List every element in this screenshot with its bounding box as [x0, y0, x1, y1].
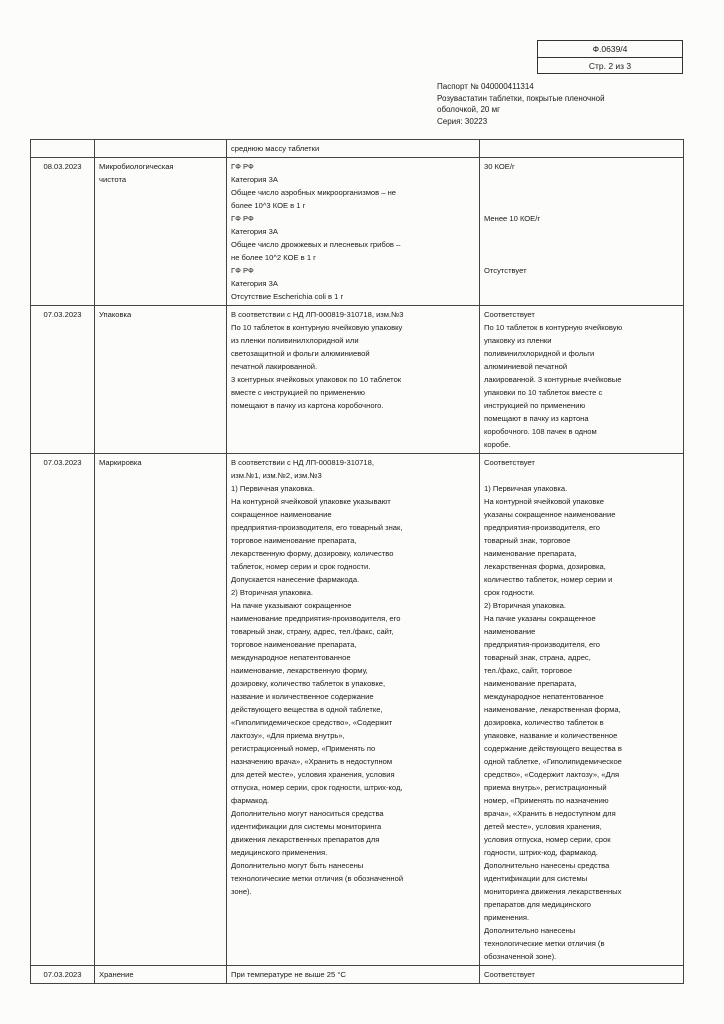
requirement-line: 2) Вторичная упаковка.	[231, 588, 313, 597]
result-line: наименование, лекарственная форма,	[484, 705, 621, 714]
result-line: поливинилхлоридной и фольги	[484, 349, 595, 358]
requirement-cell	[227, 454, 480, 966]
requirement-line: ГФ РФ	[231, 162, 254, 171]
result-line: международное непатентованное	[484, 692, 604, 701]
requirement-line: Допускается нанесение фармакода.	[231, 575, 360, 584]
indicator-line: чистота	[99, 175, 127, 184]
requirement-line: изм.№1, изм.№2, изм.№3	[231, 471, 322, 480]
result-line: годности, штрих-код, фармакод.	[484, 848, 598, 857]
requirement-line: В соответствии с НД ЛП-000819-310718, изм.№3	[231, 310, 404, 319]
requirement-line: Общее число дрожжевых и плесневых грибов –	[231, 240, 401, 249]
indicator-cell	[95, 306, 227, 454]
table-row-packaging	[31, 306, 684, 454]
result-cell	[480, 454, 684, 966]
requirement-line: При температуре не выше 25 °С	[231, 970, 346, 979]
result-line: обозначенной зоне).	[484, 952, 557, 961]
requirement-line: помещают в пачку из картона коробочного.	[231, 401, 384, 410]
requirement-line: международное непатентованное	[231, 653, 351, 662]
result-line: условия отпуска, номер серии, срок	[484, 835, 611, 844]
passport-number: Паспорт № 040000411314	[437, 82, 534, 91]
result-line: детей месте», условия хранения,	[484, 822, 602, 831]
result-line: количество таблеток, номер серии и	[484, 575, 613, 584]
result-line: Соответствует	[484, 970, 535, 979]
result-line: Менее 10 КОЕ/г	[484, 214, 541, 223]
result-line: технологические метки отличия (в	[484, 939, 605, 948]
indicator-cell	[95, 454, 227, 966]
requirement-line: торговое наименование препарата,	[231, 536, 357, 545]
requirement-line: технологические метки отличия (в обозначенной	[231, 874, 404, 883]
requirement-line: не более 10^2 КОЕ в 1 г	[231, 253, 316, 262]
requirement-line: название и количественное содержание	[231, 692, 374, 701]
requirement-line: предприятия-производителя, его товарный знак,	[231, 523, 403, 532]
result-line: одной таблетке, «Гиполипидемическое	[484, 757, 622, 766]
indicator-cell	[95, 966, 227, 984]
result-line: предприятия-производителя, его	[484, 640, 601, 649]
requirement-line: Дополнительно могут наноситься средства	[231, 809, 384, 818]
result-line: тел./факс, сайт, торговое	[484, 666, 573, 675]
result-line: товарный знак, страна, адрес,	[484, 653, 591, 662]
result-line: наименование препарата,	[484, 679, 577, 688]
table-row-microbiological-purity	[31, 158, 684, 306]
requirement-line: товарный знак, страну, адрес, тел./факс, сайт,	[231, 627, 394, 636]
requirement-line: торговое наименование препарата,	[231, 640, 357, 649]
requirement-line: Категория 3А	[231, 175, 278, 184]
requirement-line: назначению врача», «Хранить в недоступном	[231, 757, 393, 766]
requirement-line: лактозу», «Для приема внутрь»,	[231, 731, 345, 740]
requirement-line: 1) Первичная упаковка.	[231, 484, 315, 493]
table-row-labeling	[31, 454, 684, 966]
requirement-line: На пачке указывают сокращенное	[231, 601, 352, 610]
result-cell	[480, 966, 684, 984]
requirement-line: зоне).	[231, 887, 252, 896]
result-line: наименование препарата,	[484, 549, 577, 558]
result-line: Дополнительно нанесены средства	[484, 861, 610, 870]
result-line: лакированной. 3 контурные ячейковые	[484, 375, 622, 384]
test-date: 07.03.2023	[31, 306, 95, 454]
result-line: 30 КОЕ/г	[484, 162, 515, 171]
requirement-line: вместе с инструкцией по применению	[231, 388, 365, 397]
result-line: наименование	[484, 627, 536, 636]
result-line: 2) Вторичная упаковка.	[484, 601, 566, 610]
result-cell	[480, 306, 684, 454]
indicator-line: Маркировка	[99, 458, 142, 467]
blank-line	[484, 469, 679, 482]
requirement-line: Категория 3А	[231, 279, 278, 288]
requirement-line: более 10^3 КОЕ в 1 г	[231, 201, 306, 210]
requirement-line: действующего вещества в одной таблетке,	[231, 705, 383, 714]
requirement-line: Отсутствие Escherichia coli в 1 г	[231, 292, 344, 301]
blank-line	[484, 251, 679, 264]
requirement-line: идентификации для системы мониторинга	[231, 822, 382, 831]
requirement-line: таблеток, номер серии и срок годности.	[231, 562, 371, 571]
result-line: дозировка, количество таблеток в	[484, 718, 604, 727]
requirement-line: ГФ РФ	[231, 266, 254, 275]
result-line: препаратов для медицинского	[484, 900, 592, 909]
test-date: 07.03.2023	[31, 454, 95, 966]
result-line: срок годности.	[484, 588, 535, 597]
result-line: врача», «Хранить в недоступном для	[484, 809, 616, 818]
result-line: Соответствует	[484, 458, 535, 467]
requirement-line: лекарственную форму, дозировку, количество	[231, 549, 394, 558]
blank-line	[484, 238, 679, 251]
requirement-line: медицинского применения.	[231, 848, 328, 857]
result-line: инструкцией по применению	[484, 401, 586, 410]
result-line: средство», «Содержит лактозу», «Для	[484, 770, 620, 779]
blank-line	[484, 173, 679, 186]
requirement-line: печатной лакированной.	[231, 362, 318, 371]
result-cell	[480, 158, 684, 306]
requirement-cell	[227, 158, 480, 306]
requirement-line: регистрационный номер, «Применять по	[231, 744, 376, 753]
result-line: номер, «Применять по назначению	[484, 796, 609, 805]
blank-line	[484, 225, 679, 238]
indicator-line: Микробиологическая	[99, 162, 174, 171]
requirement-line: отпуска, номер серии, срок годности, штрих-код,	[231, 783, 403, 792]
requirement-cell	[227, 306, 480, 454]
series-number: Серия: 30223	[437, 116, 488, 126]
requirement-line: Дополнительно могут быть нанесены	[231, 861, 364, 870]
product-name-line1: Розувастатин таблетки, покрытые пленочной	[437, 93, 605, 103]
result-line: идентификации для системы	[484, 874, 588, 883]
table-row-continuation	[31, 140, 684, 158]
result-line: указаны сокращенное наименование	[484, 510, 616, 519]
requirement-cell	[227, 966, 480, 984]
result-line: алюминиевой печатной	[484, 362, 568, 371]
result-line: Соответствует	[484, 310, 535, 319]
result-line: На пачке указаны сокращенное	[484, 614, 596, 623]
quality-control-table	[30, 139, 684, 984]
requirement-line: На контурной ячейковой упаковке указывают	[231, 497, 391, 506]
result-line: помещают в пачку из картона	[484, 414, 589, 423]
continuation-text: среднюю массу таблетки	[227, 140, 480, 158]
indicator-cell	[95, 158, 227, 306]
requirement-line: наименование, лекарственную форму,	[231, 666, 368, 675]
requirement-line: «Гиполипидемическое средство», «Содержит	[231, 718, 393, 727]
result-line: предприятия-производителя, его	[484, 523, 601, 532]
requirement-line: светозащитной и фольги алюминиевой	[231, 349, 370, 358]
test-date: 07.03.2023	[31, 966, 95, 984]
result-line: Дополнительно нанесены	[484, 926, 576, 935]
result-line: упаковки по 10 таблеток вместе с	[484, 388, 603, 397]
requirement-line: сокращенное наименование	[231, 510, 332, 519]
requirement-line: В соответствии с НД ЛП-000819-310718,	[231, 458, 374, 467]
result-line: На контурной ячейковой упаковке	[484, 497, 605, 506]
result-line: упаковке, название и количественное	[484, 731, 618, 740]
requirement-line: ГФ РФ	[231, 214, 254, 223]
result-line: содержание действующего вещества в	[484, 744, 622, 753]
requirement-line: фармакод.	[231, 796, 270, 805]
result-line: коробе.	[484, 440, 511, 449]
passport-header	[437, 81, 637, 127]
indicator-line: Упаковка	[99, 310, 132, 319]
requirement-line: 3 контурных ячейковых упаковок по 10 таблеток	[231, 375, 402, 384]
indicator-line: Хранение	[99, 970, 134, 979]
requirement-line: дозировку, количество таблеток в упаковке,	[231, 679, 386, 688]
requirement-line: Категория 3А	[231, 227, 278, 236]
result-line: коробочного. 108 пачек в одном	[484, 427, 597, 436]
requirement-line: По 10 таблеток в контурную ячейковую упаковку	[231, 323, 403, 332]
form-code-box	[537, 40, 683, 74]
requirement-line: движения лекарственных препаратов для	[231, 835, 380, 844]
test-date: 08.03.2023	[31, 158, 95, 306]
result-line: применения.	[484, 913, 530, 922]
form-code: Ф.0639/4	[538, 41, 682, 58]
result-line: По 10 таблеток в контурную ячейковую	[484, 323, 623, 332]
requirement-line: Общее число аэробных микроорганизмов – не	[231, 188, 397, 197]
result-line: 1) Первичная упаковка.	[484, 484, 568, 493]
blank-line	[484, 199, 679, 212]
result-line: Отсутствует	[484, 266, 527, 275]
result-line: приема внутрь», регистрационный	[484, 783, 607, 792]
page-number: Стр. 2 из 3	[588, 61, 632, 71]
blank-line	[484, 186, 679, 199]
requirement-line: для детей месте», условия хранения, условия	[231, 770, 395, 779]
result-line: упаковку из пленки	[484, 336, 552, 345]
result-line: лекарственная форма, дозировка,	[484, 562, 606, 571]
product-name-line2: оболочкой, 20 мг	[437, 105, 500, 114]
requirement-line: наименование предприятия-производителя, его	[231, 614, 401, 623]
result-line: мониторинга движения лекарственных	[484, 887, 622, 896]
result-line: товарный знак, торговое	[484, 536, 571, 545]
requirement-line: из пленки поливинилхлоридной или	[231, 336, 359, 345]
table-row-storage	[31, 966, 684, 984]
